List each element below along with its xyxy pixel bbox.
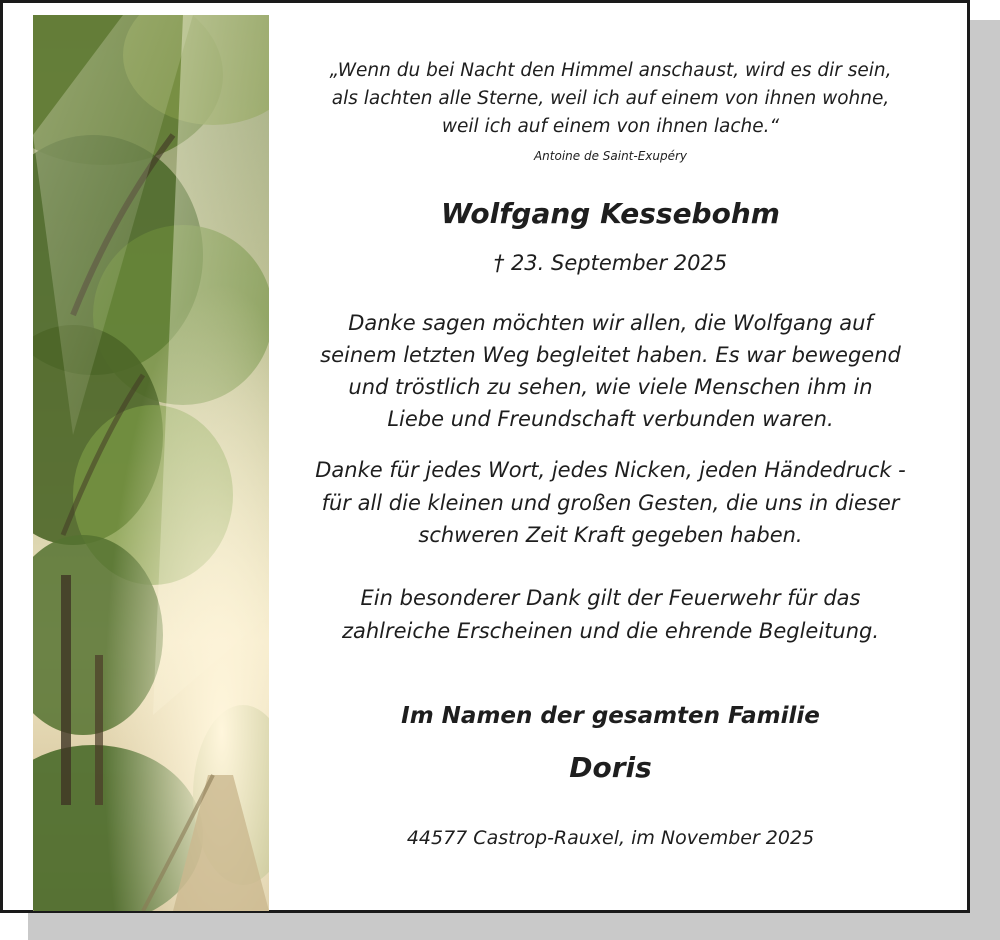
place-date: 44577 Castrop-Rauxel, im November 2025 [406,827,815,849]
quote-author: Antoine de Saint-Exupéry [533,149,688,163]
quote-line: weil ich auf einem von ihnen lache.“ [441,116,780,137]
thanks-line: seinem letzten Weg begleitet haben. Es war bewegend [320,343,901,367]
thanks-line: Ein besonderer Dank gilt der Feuerwehr für das [360,586,861,610]
quote-line: „Wenn du bei Nacht den Himmel anschaust, wird es dir sein, [329,60,892,81]
death-date: † 23. September 2025 [493,251,728,275]
quote-line: als lachten alle Sterne, weil ich auf einem von ihnen wohne, [331,88,890,109]
thanks-line: Liebe und Freundschaft verbunden waren. [387,407,834,431]
thanks-line: Danke für jedes Wort, jedes Nicken, jeden Händedruck - [315,458,906,482]
thanks-line: schweren Zeit Kraft gegeben haben. [418,523,803,547]
deceased-name: Wolfgang Kessebohm [441,197,780,230]
family-line: Im Namen der gesamten Familie [401,703,820,729]
forest-photo [33,15,269,911]
thanks-line: zahlreiche Erscheinen und die ehrende Begleitung. [341,619,880,643]
thanks-line: und tröstlich zu sehen, wie viele Menschen ihm in [348,375,873,399]
thanks-line: für all die kleinen und großen Gesten, die uns in dieser [321,491,900,515]
signer-name: Doris [569,751,652,784]
forest-path-image [33,15,269,911]
thanks-line: Danke sagen möchten wir allen, die Wolfgang auf [348,311,873,335]
